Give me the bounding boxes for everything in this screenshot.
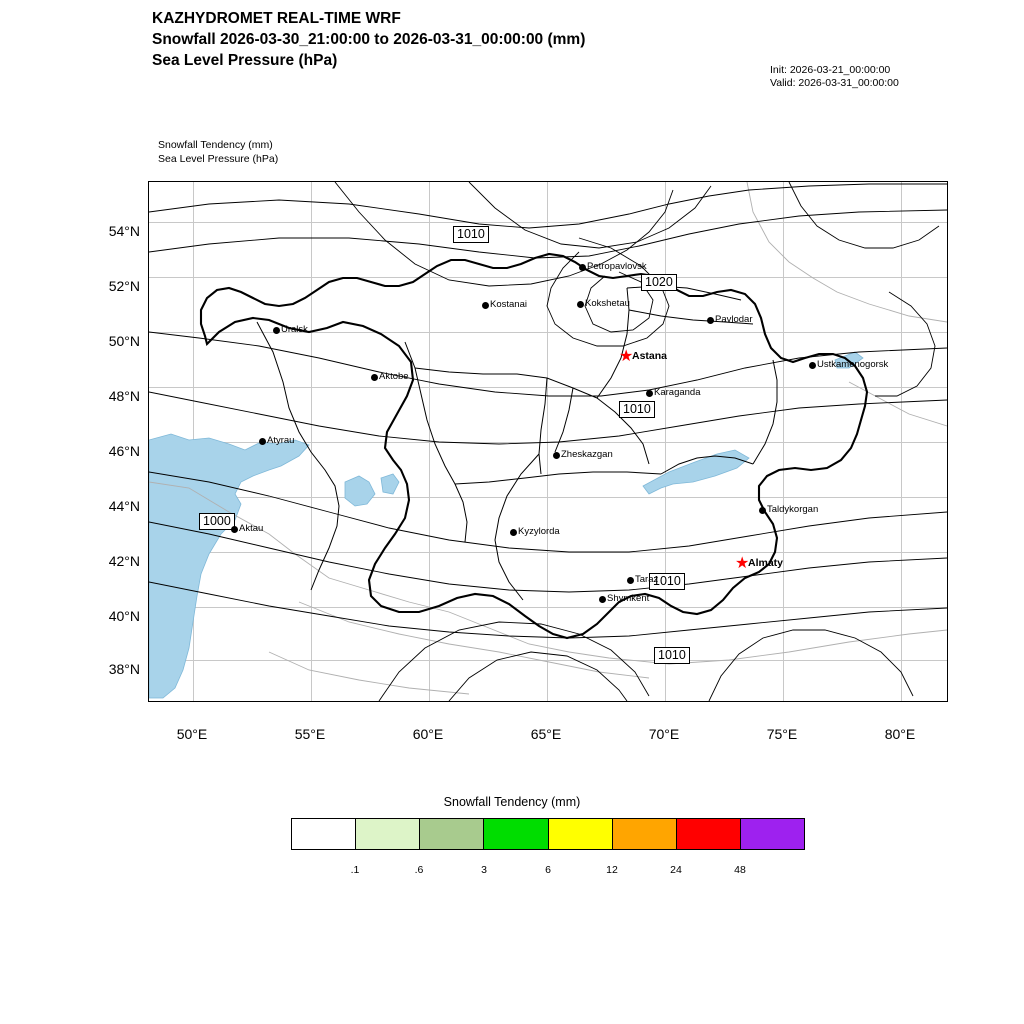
city-label: Astana	[632, 350, 668, 362]
latitude-tick-label: 48°N	[108, 388, 140, 404]
colorbar-tick-label: 12	[606, 864, 618, 876]
city-label: Shymkent	[607, 593, 650, 604]
city-label: Taldykorgan	[767, 504, 819, 515]
capital-star-icon: ★	[735, 555, 750, 572]
latitude-tick-label: 46°N	[108, 443, 140, 459]
city-label: Kokshetau	[585, 298, 630, 309]
lake-balkhash-water	[643, 450, 749, 494]
longitude-tick-label: 65°E	[530, 726, 562, 742]
city-label: Aktobe	[379, 371, 409, 382]
pressure-label: 1020	[641, 274, 677, 291]
caspian-sea-water	[149, 434, 309, 698]
colorbar-tick-label: .1	[350, 864, 360, 876]
colorbar-swatch	[484, 819, 548, 849]
city-label: Petropavlovsk	[587, 261, 647, 272]
latitude-tick-label: 54°N	[108, 223, 140, 239]
city-label: Uralsk	[281, 324, 308, 335]
latitude-tick-label: 44°N	[108, 498, 140, 514]
latitude-tick-label: 38°N	[108, 661, 140, 677]
init-valid-block	[770, 64, 899, 90]
city-dot	[599, 596, 606, 603]
latitude-tick-label: 50°N	[108, 333, 140, 349]
latitude-tick-label: 52°N	[108, 278, 140, 294]
colorbar-swatch	[420, 819, 484, 849]
longitude-tick-label: 60°E	[412, 726, 444, 742]
colorbar-swatch	[613, 819, 677, 849]
city-dot	[809, 362, 816, 369]
city-dot	[259, 438, 266, 445]
aral-sea-water	[345, 476, 375, 506]
city-dot	[646, 390, 653, 397]
colorbar-swatch	[356, 819, 420, 849]
pressure-label: 1000	[199, 513, 235, 530]
city-dot	[759, 507, 766, 514]
colorbar-swatch	[741, 819, 804, 849]
pressure-label: 1010	[619, 401, 655, 418]
city-label: Pavlodar	[715, 314, 753, 325]
colorbar-swatch	[292, 819, 356, 849]
capital-star-icon: ★	[619, 348, 634, 365]
city-dot	[579, 264, 586, 271]
colorbar	[291, 818, 805, 850]
city-dot	[371, 374, 378, 381]
pressure-label: 1010	[654, 647, 690, 664]
city-label: Aktau	[239, 523, 264, 534]
init-time: Init: 2026-03-21_00:00:00	[770, 64, 891, 76]
header-subtitle-pressure: Sea Level Pressure (hPa)	[152, 52, 338, 69]
subcaption-pressure: Sea Level Pressure (hPa)	[158, 153, 279, 165]
city-label: Kyzylorda	[518, 526, 560, 537]
city-label: Almaty	[748, 557, 784, 569]
valid-time: Valid: 2026-03-31_00:00:00	[770, 77, 899, 89]
colorbar-tick-label: .6	[414, 864, 424, 876]
colorbar-ticks	[291, 864, 805, 880]
colorbar-swatch	[549, 819, 613, 849]
city-dot	[510, 529, 517, 536]
latitude-axis	[60, 181, 140, 702]
colorbar-tick-label: 24	[670, 864, 682, 876]
longitude-axis	[148, 726, 948, 748]
longitude-tick-label: 50°E	[176, 726, 208, 742]
city-label: Zheskazgan	[561, 449, 613, 460]
pressure-label: 1010	[649, 573, 685, 590]
subcaption-snowfall: Snowfall Tendency (mm)	[158, 139, 273, 151]
weather-map[interactable]	[148, 181, 948, 702]
colorbar-tick-label: 6	[545, 864, 551, 876]
longitude-tick-label: 55°E	[294, 726, 326, 742]
chart-header	[152, 8, 852, 71]
longitude-tick-label: 80°E	[884, 726, 916, 742]
latitude-tick-label: 40°N	[108, 608, 140, 624]
city-dot	[231, 526, 238, 533]
latitude-tick-label: 42°N	[108, 553, 140, 569]
colorbar-tick-label: 3	[481, 864, 487, 876]
longitude-tick-label: 70°E	[648, 726, 680, 742]
city-dot	[577, 301, 584, 308]
aral-sea-water-east	[381, 474, 399, 494]
city-label: Kostanai	[490, 299, 527, 310]
colorbar-title: Snowfall Tendency (mm)	[443, 795, 581, 809]
colorbar-swatch	[677, 819, 741, 849]
city-dot	[627, 577, 634, 584]
map-subcaption	[158, 138, 278, 166]
header-subtitle-snowfall: Snowfall 2026-03-30_21:00:00 to 2026-03-31_00:00:00 (mm)	[152, 31, 586, 48]
city-dot	[482, 302, 489, 309]
city-dot	[707, 317, 714, 324]
pressure-label: 1010	[453, 226, 489, 243]
city-label: Ustkamenogorsk	[817, 359, 889, 370]
header-title: KAZHYDROMET REAL-TIME WRF	[152, 10, 401, 27]
longitude-tick-label: 75°E	[766, 726, 798, 742]
city-label: Taraz	[635, 574, 659, 585]
city-dot	[553, 452, 560, 459]
colorbar-tick-label: 48	[734, 864, 746, 876]
city-label: Karaganda	[654, 387, 701, 398]
city-dot	[273, 327, 280, 334]
city-label: Atyrau	[267, 435, 295, 446]
